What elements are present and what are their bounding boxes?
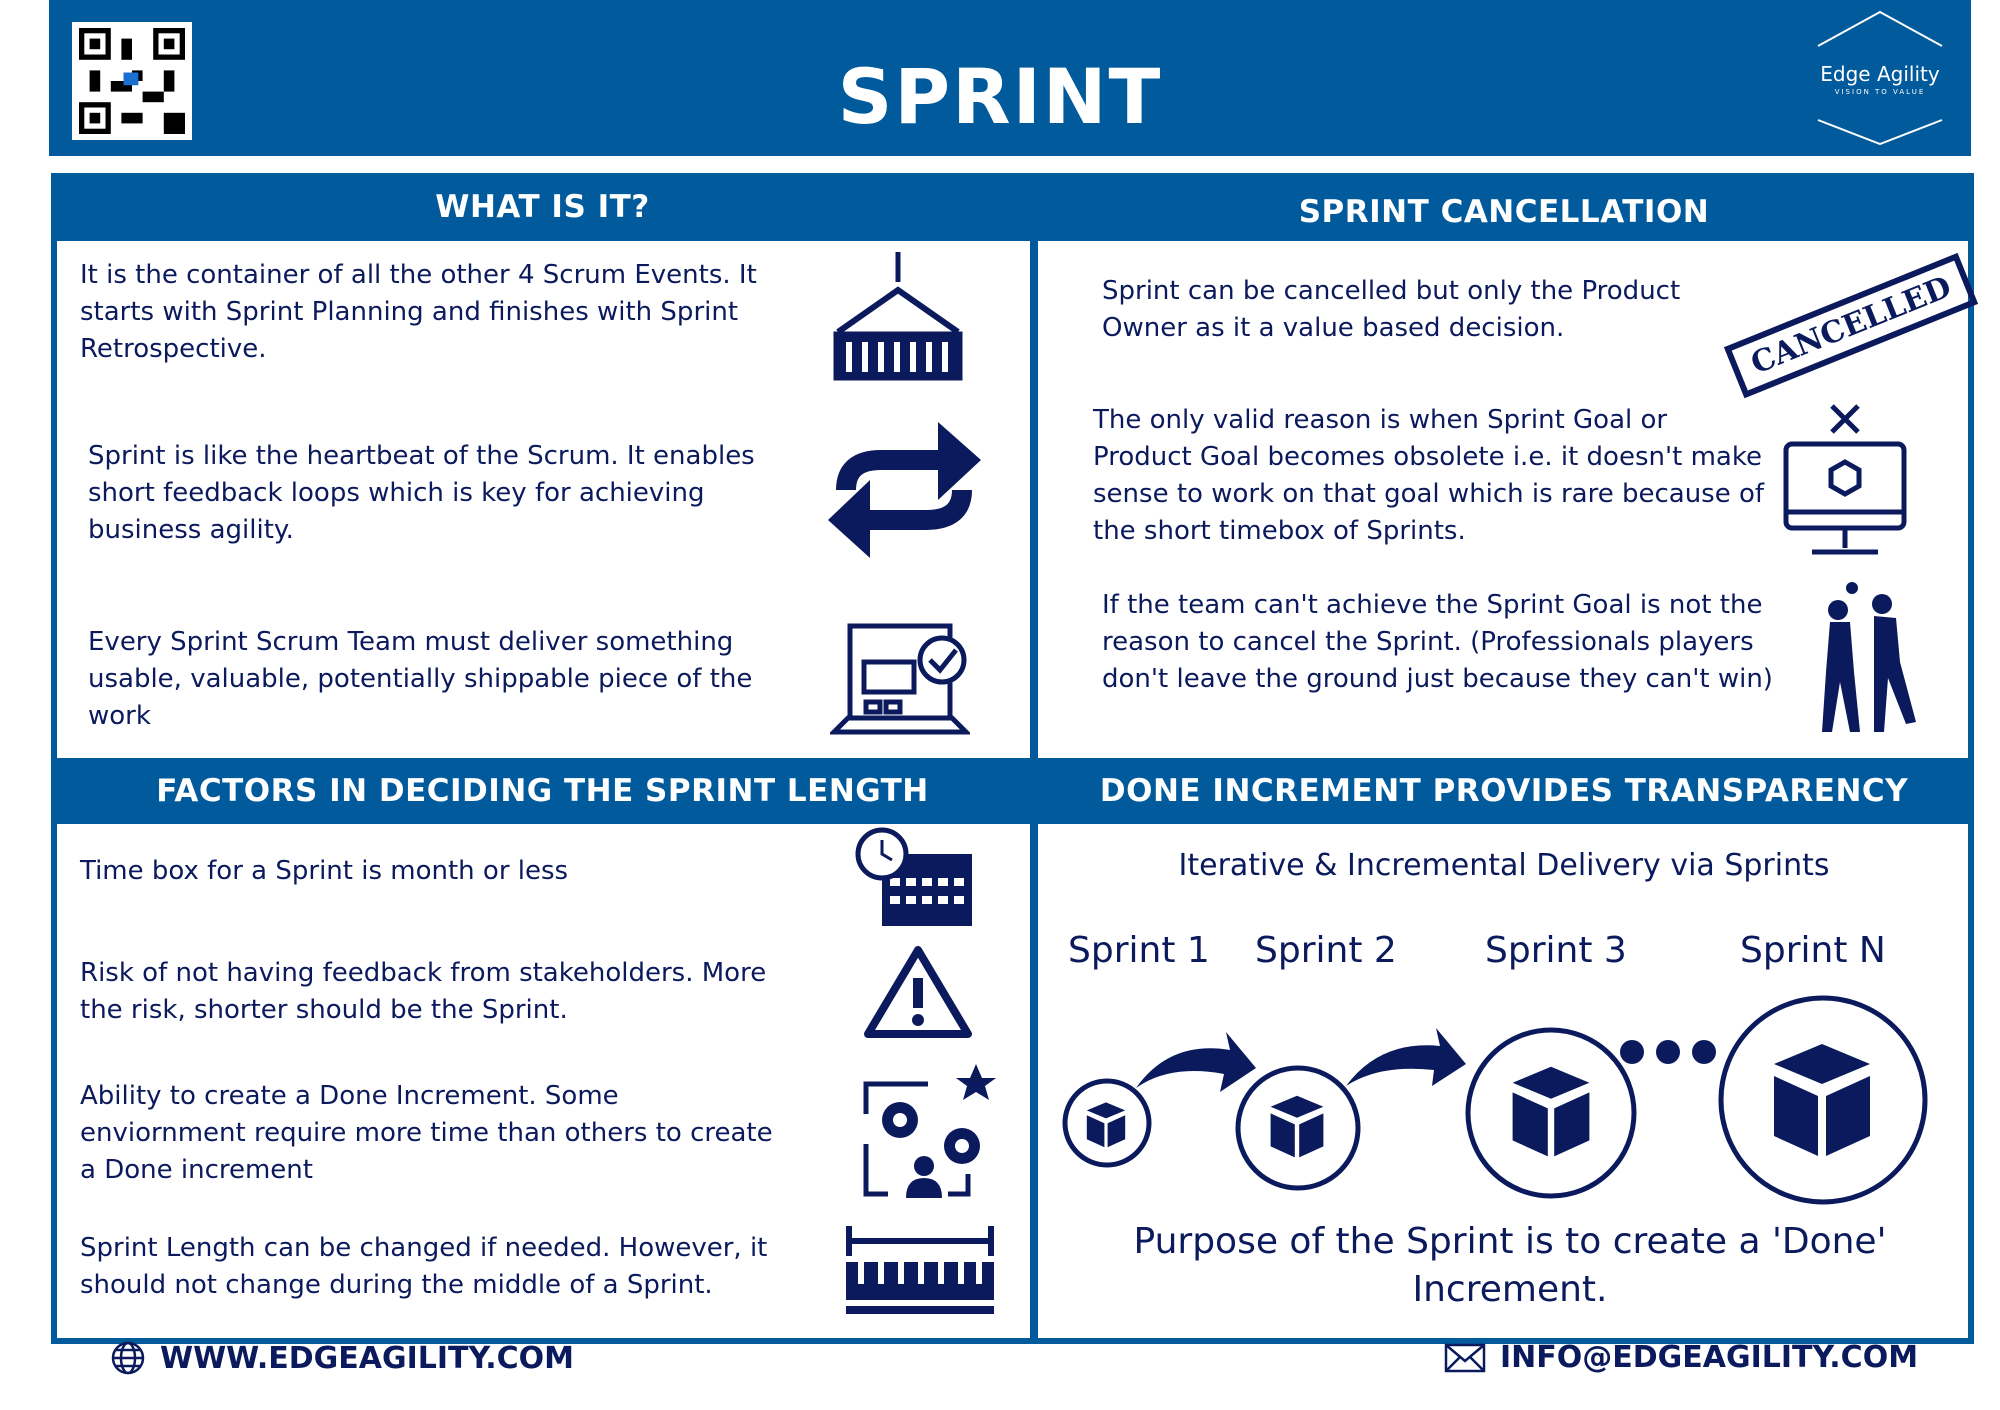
section-title-factors: FACTORS IN DECIDING THE SPRINT LENGTH [51, 758, 1034, 824]
edge-agility-logo: Edge Agility VISION TO VALUE [1810, 10, 1950, 145]
sprint-label-n: Sprint N [1740, 930, 1886, 971]
sprint-increments-diagram [1040, 980, 1974, 1220]
container-crane-icon [830, 252, 966, 382]
sprint-3-cycle [1468, 1030, 1634, 1196]
sprint-2-cycle [1238, 1068, 1358, 1188]
sprint-label-3: Sprint 3 [1485, 930, 1627, 971]
factor-item-1: Time box for a Sprint is month or less [80, 856, 569, 886]
basketball-players-icon [1800, 582, 1930, 752]
factor-item-3: Ability to create a Done Increment. Some enviornment require more time than others to create a Done increment [80, 1081, 773, 1185]
sprint-label-1: Sprint 1 [1068, 930, 1210, 971]
computer-cancel-icon [1782, 402, 1908, 562]
footer-email[interactable] [1444, 1340, 1918, 1375]
done-subtitle: Iterative & Incremental Delivery via Sprints [1178, 848, 1830, 883]
what-item-3: Every Sprint Scrum Team must deliver something usable, valuable, potentially shippable piece of the work [88, 627, 753, 731]
sprint-label-2: Sprint 2 [1255, 930, 1397, 971]
arrow-2 [1346, 1028, 1466, 1086]
gears-team-icon [858, 1064, 998, 1200]
section-title-cancellation: SPRINT CANCELLATION [1034, 173, 1974, 241]
section-title-what-is-it: WHAT IS IT? [51, 173, 1034, 241]
what-item-1: It is the container of all the other 4 Scrum Events. It starts with Sprint Planning and finishes with Sprint Retrospective. [80, 260, 757, 364]
cancel-item-3: If the team can't achieve the Sprint Goal is not the reason to cancel the Sprint. (Professionals players don't leave the ground just because they can't win) [1102, 590, 1773, 694]
page-title: SPRINT [837, 52, 1163, 141]
what-item-2: Sprint is like the heartbeat of the Scrum. It enables short feedback loops which is key for achieving business agility. [88, 441, 755, 545]
cancel-item-1: Sprint can be cancelled but only the Product Owner as it a value based decision. [1102, 276, 1681, 343]
calendar-clock-icon [854, 826, 974, 928]
sprint-length-ruler-icon [846, 1226, 994, 1316]
sprint-purpose: Purpose of the Sprint is to create a 'Done' Increment. [1133, 1221, 1887, 1310]
factor-item-4: Sprint Length can be changed if needed. However, it should not change during the middle of a Sprint. [80, 1233, 768, 1300]
laptop-check-icon [830, 622, 970, 738]
section-title-done-increment: DONE INCREMENT PROVIDES TRANSPARENCY [1034, 758, 1974, 824]
repeat-arrows-icon [826, 420, 982, 560]
factor-item-2: Risk of not having feedback from stakeholders. More the risk, shorter should be the Sprint. [80, 958, 767, 1025]
email-link[interactable]: INFO@EDGEAGILITY.COM [1500, 1340, 1919, 1375]
cancelled-stamp: CANCELLED [1724, 253, 1979, 399]
warning-icon [862, 944, 974, 1040]
website-link[interactable]: WWW.EDGEAGILITY.COM [160, 1340, 575, 1376]
globe-icon [110, 1340, 146, 1376]
envelope-icon [1444, 1343, 1486, 1373]
arrow-1 [1136, 1032, 1256, 1092]
footer-website[interactable] [110, 1340, 574, 1376]
cancel-item-2: The only valid reason is when Sprint Goal or Product Goal becomes obsolete i.e. it doesn't make sense to work on that goal which is rare because of the short timebox of Sprints. [1093, 405, 1765, 546]
sprint-n-cycle [1721, 998, 1925, 1202]
sprint-1-cycle [1065, 1081, 1149, 1165]
